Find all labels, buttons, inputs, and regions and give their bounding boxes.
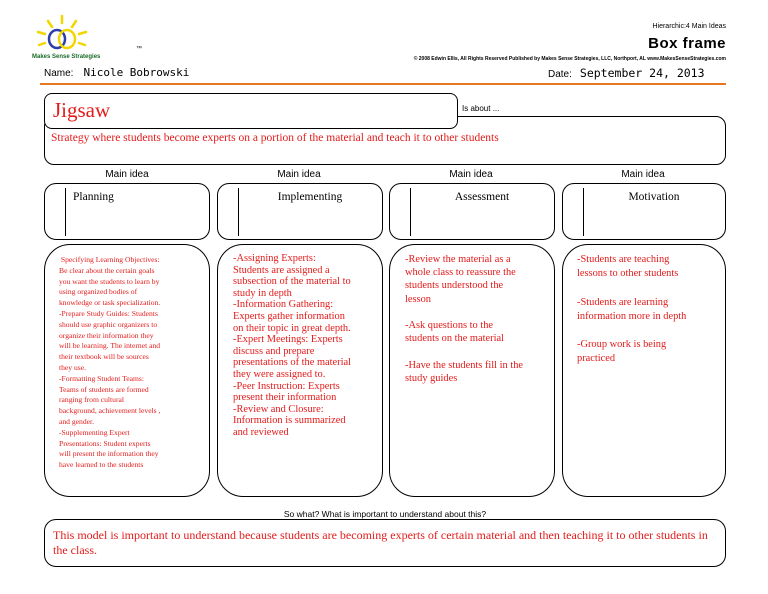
detail-line: will present the information they bbox=[59, 449, 159, 459]
main-idea-box-planning[interactable] bbox=[44, 183, 210, 240]
detail-line: discuss and prepare bbox=[233, 345, 315, 357]
copyright-notice: © 2008 Edwin Ellis, All Rights Reserved Published by Makes Sense Strategies, LLC, Northport, AL www.MakesSenseStrategies.com bbox=[413, 56, 726, 62]
brand-name: Makes Sense Strategies bbox=[32, 54, 101, 60]
detail-line: students understood the bbox=[405, 280, 504, 292]
name-label: Name: bbox=[44, 68, 74, 79]
detail-line: present their information bbox=[233, 392, 337, 404]
detail-line: and gender. bbox=[59, 416, 95, 426]
detail-line bbox=[577, 281, 719, 295]
main-idea-label: Main idea bbox=[105, 169, 149, 180]
detail-line: practiced bbox=[577, 353, 616, 365]
detail-line: -Prepare Study Guides: Students bbox=[59, 308, 158, 318]
detail-line: knowledge or task specialization. bbox=[59, 298, 161, 308]
detail-line: -Review the material as a bbox=[405, 254, 511, 265]
detail-line: subsection of the material to bbox=[233, 276, 351, 288]
is-about-label: Is about ... bbox=[462, 104, 500, 113]
detail-line: background, achievement levels , bbox=[59, 406, 161, 416]
page-title: Box frame bbox=[648, 35, 726, 52]
detail-line: -Supplementing Expert bbox=[59, 427, 130, 437]
main-idea-title: Motivation bbox=[628, 191, 680, 203]
detail-line: Teams of students are formed bbox=[59, 384, 149, 394]
detail-line: Be clear about the certain goals bbox=[59, 265, 155, 275]
main-idea-title: Planning bbox=[73, 191, 114, 203]
details-list bbox=[233, 253, 376, 439]
detail-line: have learned to the students bbox=[59, 460, 144, 470]
detail-line: Experts gather information bbox=[233, 310, 345, 322]
detail-line: they were assigned to. bbox=[233, 368, 326, 380]
detail-line: -Expert Meetings: Experts bbox=[233, 334, 343, 346]
details-box-motivation[interactable] bbox=[562, 244, 726, 497]
divider-bar bbox=[583, 188, 584, 236]
detail-line: they use. bbox=[59, 362, 86, 372]
so-what-label: So what? What is important to understand about this? bbox=[283, 509, 487, 519]
detail-line: -Group work is being bbox=[577, 339, 667, 351]
detail-line: lessons to other students bbox=[577, 268, 679, 280]
lightbulb-logo-icon bbox=[34, 14, 90, 58]
category-label: Hierarchic:4 Main Ideas bbox=[652, 23, 726, 30]
detail-line: information more in depth bbox=[577, 310, 687, 322]
main-idea-label: Main idea bbox=[277, 169, 321, 180]
detail-line: and reviewed bbox=[233, 426, 289, 438]
detail-line: using organized bodies of bbox=[59, 287, 138, 297]
detail-line: study guides bbox=[405, 372, 458, 384]
detail-line bbox=[405, 345, 548, 358]
detail-line: Students are assigned a bbox=[233, 264, 330, 276]
logo bbox=[30, 14, 140, 62]
topic-title: Jigsaw bbox=[53, 98, 111, 122]
detail-line: -Ask questions to the bbox=[405, 320, 494, 332]
divider-bar bbox=[65, 188, 66, 236]
main-idea-label: Main idea bbox=[449, 169, 493, 180]
detail-line: -Peer Instruction: Experts bbox=[233, 380, 340, 392]
detail-line: lesson bbox=[405, 293, 431, 305]
topic-box[interactable] bbox=[44, 93, 458, 129]
detail-line: Presentations: Student experts bbox=[59, 438, 151, 448]
detail-line: organize their information they bbox=[59, 330, 154, 340]
detail-line: -Have the students fill in the bbox=[405, 359, 524, 371]
detail-line: study in depth bbox=[233, 287, 292, 299]
detail-line: Specifying Learning Objectives: bbox=[59, 255, 160, 264]
main-idea-box-motivation[interactable] bbox=[562, 183, 726, 240]
divider-bar bbox=[238, 188, 239, 236]
details-list bbox=[405, 253, 548, 385]
detail-line: should use graphic organizers to bbox=[59, 319, 158, 329]
details-list bbox=[59, 255, 203, 471]
detail-line: -Students are learning bbox=[577, 296, 669, 308]
detail-line bbox=[405, 306, 548, 319]
topic-description: Strategy where students become experts on a portion of the material and teach it to other students bbox=[51, 132, 499, 144]
name-row bbox=[44, 66, 189, 79]
detail-line: whole class to reassure the bbox=[405, 267, 516, 279]
detail-line: -Formatting Student Teams: bbox=[59, 373, 144, 383]
main-idea-title: Implementing bbox=[277, 191, 343, 203]
header-divider bbox=[40, 83, 726, 85]
detail-line: students on the material bbox=[405, 333, 504, 345]
detail-line: on their topic in great depth. bbox=[233, 322, 351, 334]
detail-line: -Assigning Experts: bbox=[233, 253, 316, 264]
details-box-assessment[interactable] bbox=[389, 244, 555, 497]
details-box-implementing[interactable] bbox=[217, 244, 383, 497]
trademark: ™ bbox=[136, 46, 142, 52]
main-idea-box-assessment[interactable] bbox=[389, 183, 555, 240]
divider-bar bbox=[410, 188, 411, 236]
detail-line: Information is summarized bbox=[233, 415, 346, 427]
date-label: Date: bbox=[548, 69, 572, 80]
name-field[interactable]: Nicole Bobrowski bbox=[83, 66, 190, 79]
detail-line: -Review and Closure: bbox=[233, 403, 324, 415]
details-box-planning[interactable] bbox=[44, 244, 210, 497]
so-what-text: This model is important to understand because students are becoming experts of certain material and then teaching it to other students in the class. bbox=[53, 528, 708, 557]
main-idea-box-implementing[interactable] bbox=[217, 183, 383, 240]
main-idea-title: Assessment bbox=[454, 191, 510, 203]
detail-line: -Information Gathering: bbox=[233, 299, 334, 311]
detail-line: ranging from cultural bbox=[59, 395, 124, 405]
detail-line: you want the students to learn by bbox=[59, 276, 160, 286]
date-row bbox=[548, 66, 705, 80]
so-what-box[interactable] bbox=[44, 519, 726, 567]
date-field[interactable]: September 24, 2013 bbox=[579, 66, 705, 80]
detail-line: their textbook will be sources bbox=[59, 352, 149, 362]
main-idea-label: Main idea bbox=[621, 169, 665, 180]
detail-line: presentations of the material bbox=[233, 357, 352, 369]
detail-line: will be learning. The internet and bbox=[59, 341, 161, 351]
detail-line: -Students are teaching bbox=[577, 254, 670, 265]
detail-line bbox=[577, 324, 719, 338]
details-list bbox=[577, 253, 719, 367]
